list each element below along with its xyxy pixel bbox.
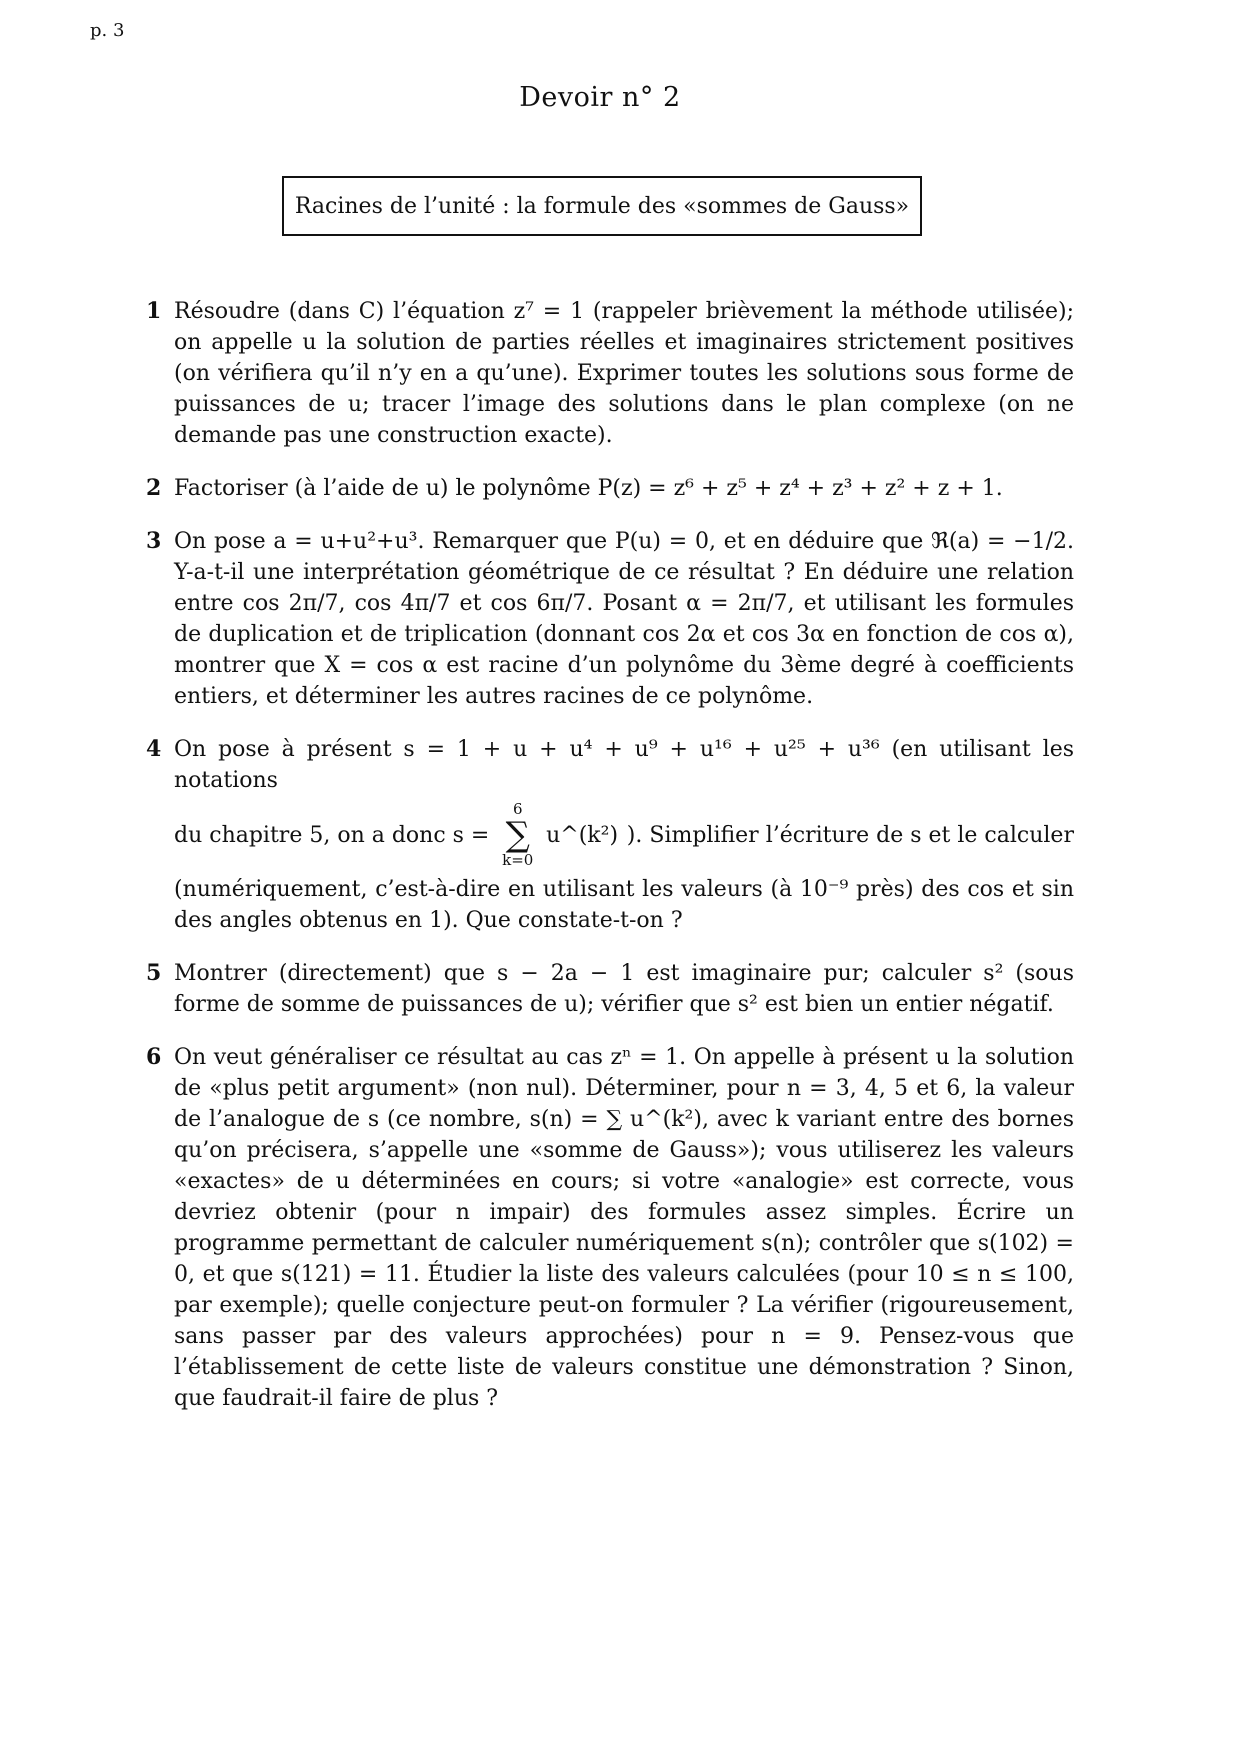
sum-upper-bound: 6	[512, 800, 523, 818]
exercise-6	[146, 1042, 1074, 1414]
sum-term: u^(k²)	[546, 822, 619, 848]
exercise-2	[146, 473, 1074, 504]
sigma-symbol: ∑	[505, 815, 530, 855]
sum-before-text: du chapitre 5, on a donc s =	[174, 822, 490, 848]
exercise-number: 1	[146, 298, 162, 324]
exercise-list	[146, 296, 1074, 1436]
sum-after-text: ). Simplifier l’écriture de s et le calculer	[626, 822, 1074, 848]
exercise-text: On veut généraliser ce résultat au cas zⁿ = 1. On appelle à présent u la solution de «plus petit argument» (non nul). Déterminer, pour n = 3, 4, 5 et 6, la valeur de l’analogue de s (ce nombre, s(n) = ∑ u^(k²), avec k variant entre des bornes qu’on précisera, s’appelle une «somme de Gauss»); vous utiliserez les valeurs «exactes» de u déterminées en cours; si votre «analogie» est correcte, vous devriez obtenir (pour n impair) des formules assez simples. Écrire un programme permettant de calculer numériquement s(n); contrôler que s(102) = 0, et que s(121) = 11. Étudier la liste des valeurs calculées (pour 10 ≤ n ≤ 100, par exemple); quelle conjecture peut-on formuler ? La vérifier (rigoureusement, sans passer par des valeurs approchées) pour n = 9. Pensez-vous que l’établissement de cette liste de valeurs constitue une démonstration ? Sinon, que faudrait-il faire de plus ?	[174, 1045, 1074, 1411]
exercise-line-3: (numériquement, c’est-à-dire en utilisant les valeurs (à 10⁻⁹ près) des cos et sin des angles obtenus en 1). Que constate-t-on ?	[174, 877, 1074, 933]
exercise-5	[146, 958, 1074, 1020]
exercise-line-1: On pose à présent s = 1 + u + u⁴ + u⁹ + u¹⁶ + u²⁵ + u³⁶ (en utilisant les notations	[174, 737, 1074, 793]
exercise-number: 3	[146, 528, 162, 554]
exercise-number: 6	[146, 1044, 162, 1070]
exercise-text: Factoriser (à l’aide de u) le polynôme P(z) = z⁶ + z⁵ + z⁴ + z³ + z² + z + 1.	[174, 476, 1003, 501]
exercise-1	[146, 296, 1074, 451]
page-number: p. 3	[90, 20, 125, 41]
exercise-text: On pose a = u+u²+u³. Remarquer que P(u) = 0, et en déduire que ℜ(a) = −1/2. Y-a-t-il une interprétation géométrique de ce résultat ? En déduire une relation entre cos 2π/7, cos 4π/7 et cos 6π/7. Posant α = 2π/7, et utilisant les formules de duplication et de triplication (donnant cos 2α et cos 3α en fonction de cos α), montrer que X = cos α est racine d’un polynôme du 3ème degré à coefficients entiers, et déterminer les autres racines de ce polynôme.	[174, 529, 1074, 709]
subtitle-text: Racines de l’unité : la formule des «sommes de Gauss»	[294, 193, 910, 219]
exercise-number: 5	[146, 960, 162, 986]
summation	[502, 802, 533, 868]
exercise-number: 2	[146, 475, 162, 501]
exercise-4	[146, 734, 1074, 936]
sum-formula-line	[174, 796, 1074, 874]
page-title: Devoir n° 2	[519, 82, 681, 113]
exercise-text: Résoudre (dans C) l’équation z⁷ = 1 (rappeler brièvement la méthode utilisée); on appelle u la solution de parties réelles et imaginaires strictement positives (on vérifiera qu’il n’y en a qu’une). Exprimer toutes les solutions sous forme de puissances de u; tracer l’image des solutions dans le plan complexe (on ne demande pas une construction exacte).	[174, 299, 1074, 448]
exercise-text: Montrer (directement) que s − 2a − 1 est imaginaire pur; calculer s² (sous forme de somme de puissances de u); vérifier que s² est bien un entier négatif.	[174, 961, 1074, 1017]
exercise-3	[146, 526, 1074, 712]
subtitle-box	[282, 176, 922, 236]
sum-lower-bound: k=0	[502, 851, 534, 869]
exercise-number: 4	[146, 736, 162, 762]
